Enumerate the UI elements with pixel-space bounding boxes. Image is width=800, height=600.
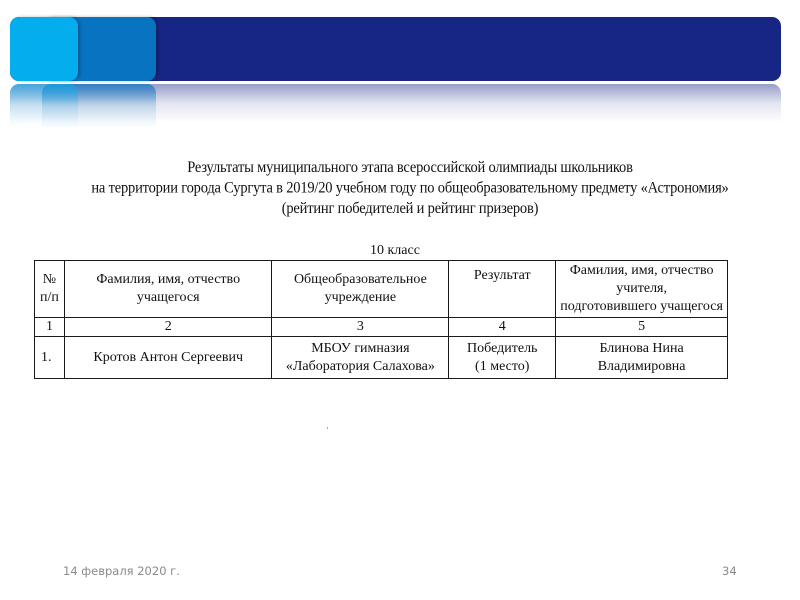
reflection-mid-square <box>42 84 156 148</box>
header-index <box>35 261 65 318</box>
header-result-line1: Результат <box>473 268 531 283</box>
table-row <box>35 337 728 379</box>
header-teacher-line1: Фамилия, имя, отчество учителя, <box>569 263 714 296</box>
column-number: 1 <box>35 318 65 337</box>
column-number-row <box>35 318 728 337</box>
school-name <box>272 337 449 379</box>
class-label: 10 класс <box>370 243 420 258</box>
reflection-bar <box>10 84 781 148</box>
header-school-line2: учреждение <box>324 290 397 305</box>
header-index-line1: № <box>42 272 57 287</box>
column-number: 5 <box>556 318 728 337</box>
document-title <box>60 158 760 220</box>
title-line-2: на территории города Сургута в 2019/20 учебном году по общеобразовательному предмету «Астрономия» <box>91 179 729 197</box>
banner-reflection <box>10 84 781 148</box>
banner-light-square <box>10 17 78 81</box>
header-banner <box>10 17 781 81</box>
header-teacher <box>556 261 728 318</box>
column-number: 2 <box>64 318 272 337</box>
school-line2: «Лаборатория Салахова» <box>285 358 435 374</box>
header-teacher-line2: подготовившего учащегося <box>560 299 723 314</box>
header-row <box>35 261 728 318</box>
header-student-line2: учащегося <box>136 290 200 305</box>
column-number: 4 <box>449 318 556 337</box>
header-school-line1: Общеобразовательное <box>293 272 427 287</box>
school-line1: МБОУ гимназия <box>311 340 410 356</box>
page-number: 34 <box>722 564 737 578</box>
row-index: 1. <box>35 337 65 379</box>
title-line-1: Результаты муниципального этапа всероссийской олимпиады школьников <box>187 158 633 177</box>
header-result <box>449 261 556 318</box>
student-name: Кротов Антон Сергеевич <box>64 337 272 379</box>
column-number: 3 <box>272 318 449 337</box>
footer-date: 14 февраля 2020 г. <box>63 564 180 578</box>
result <box>449 337 556 379</box>
title-line-3: (рейтинг победителей и рейтинг призеров) <box>281 199 539 218</box>
result-line1: Победитель <box>467 340 538 356</box>
header-student-line1: Фамилия, имя, отчество <box>96 272 241 287</box>
header-index-line2: п/п <box>40 290 59 305</box>
results-table <box>34 260 728 379</box>
result-line2: (1 место) <box>475 358 530 374</box>
header-student <box>64 261 272 318</box>
header-school <box>272 261 449 318</box>
stray-mark <box>327 427 328 429</box>
teacher-name: Блинова Нина Владимировна <box>556 337 728 379</box>
reflection-light-square <box>10 84 78 148</box>
